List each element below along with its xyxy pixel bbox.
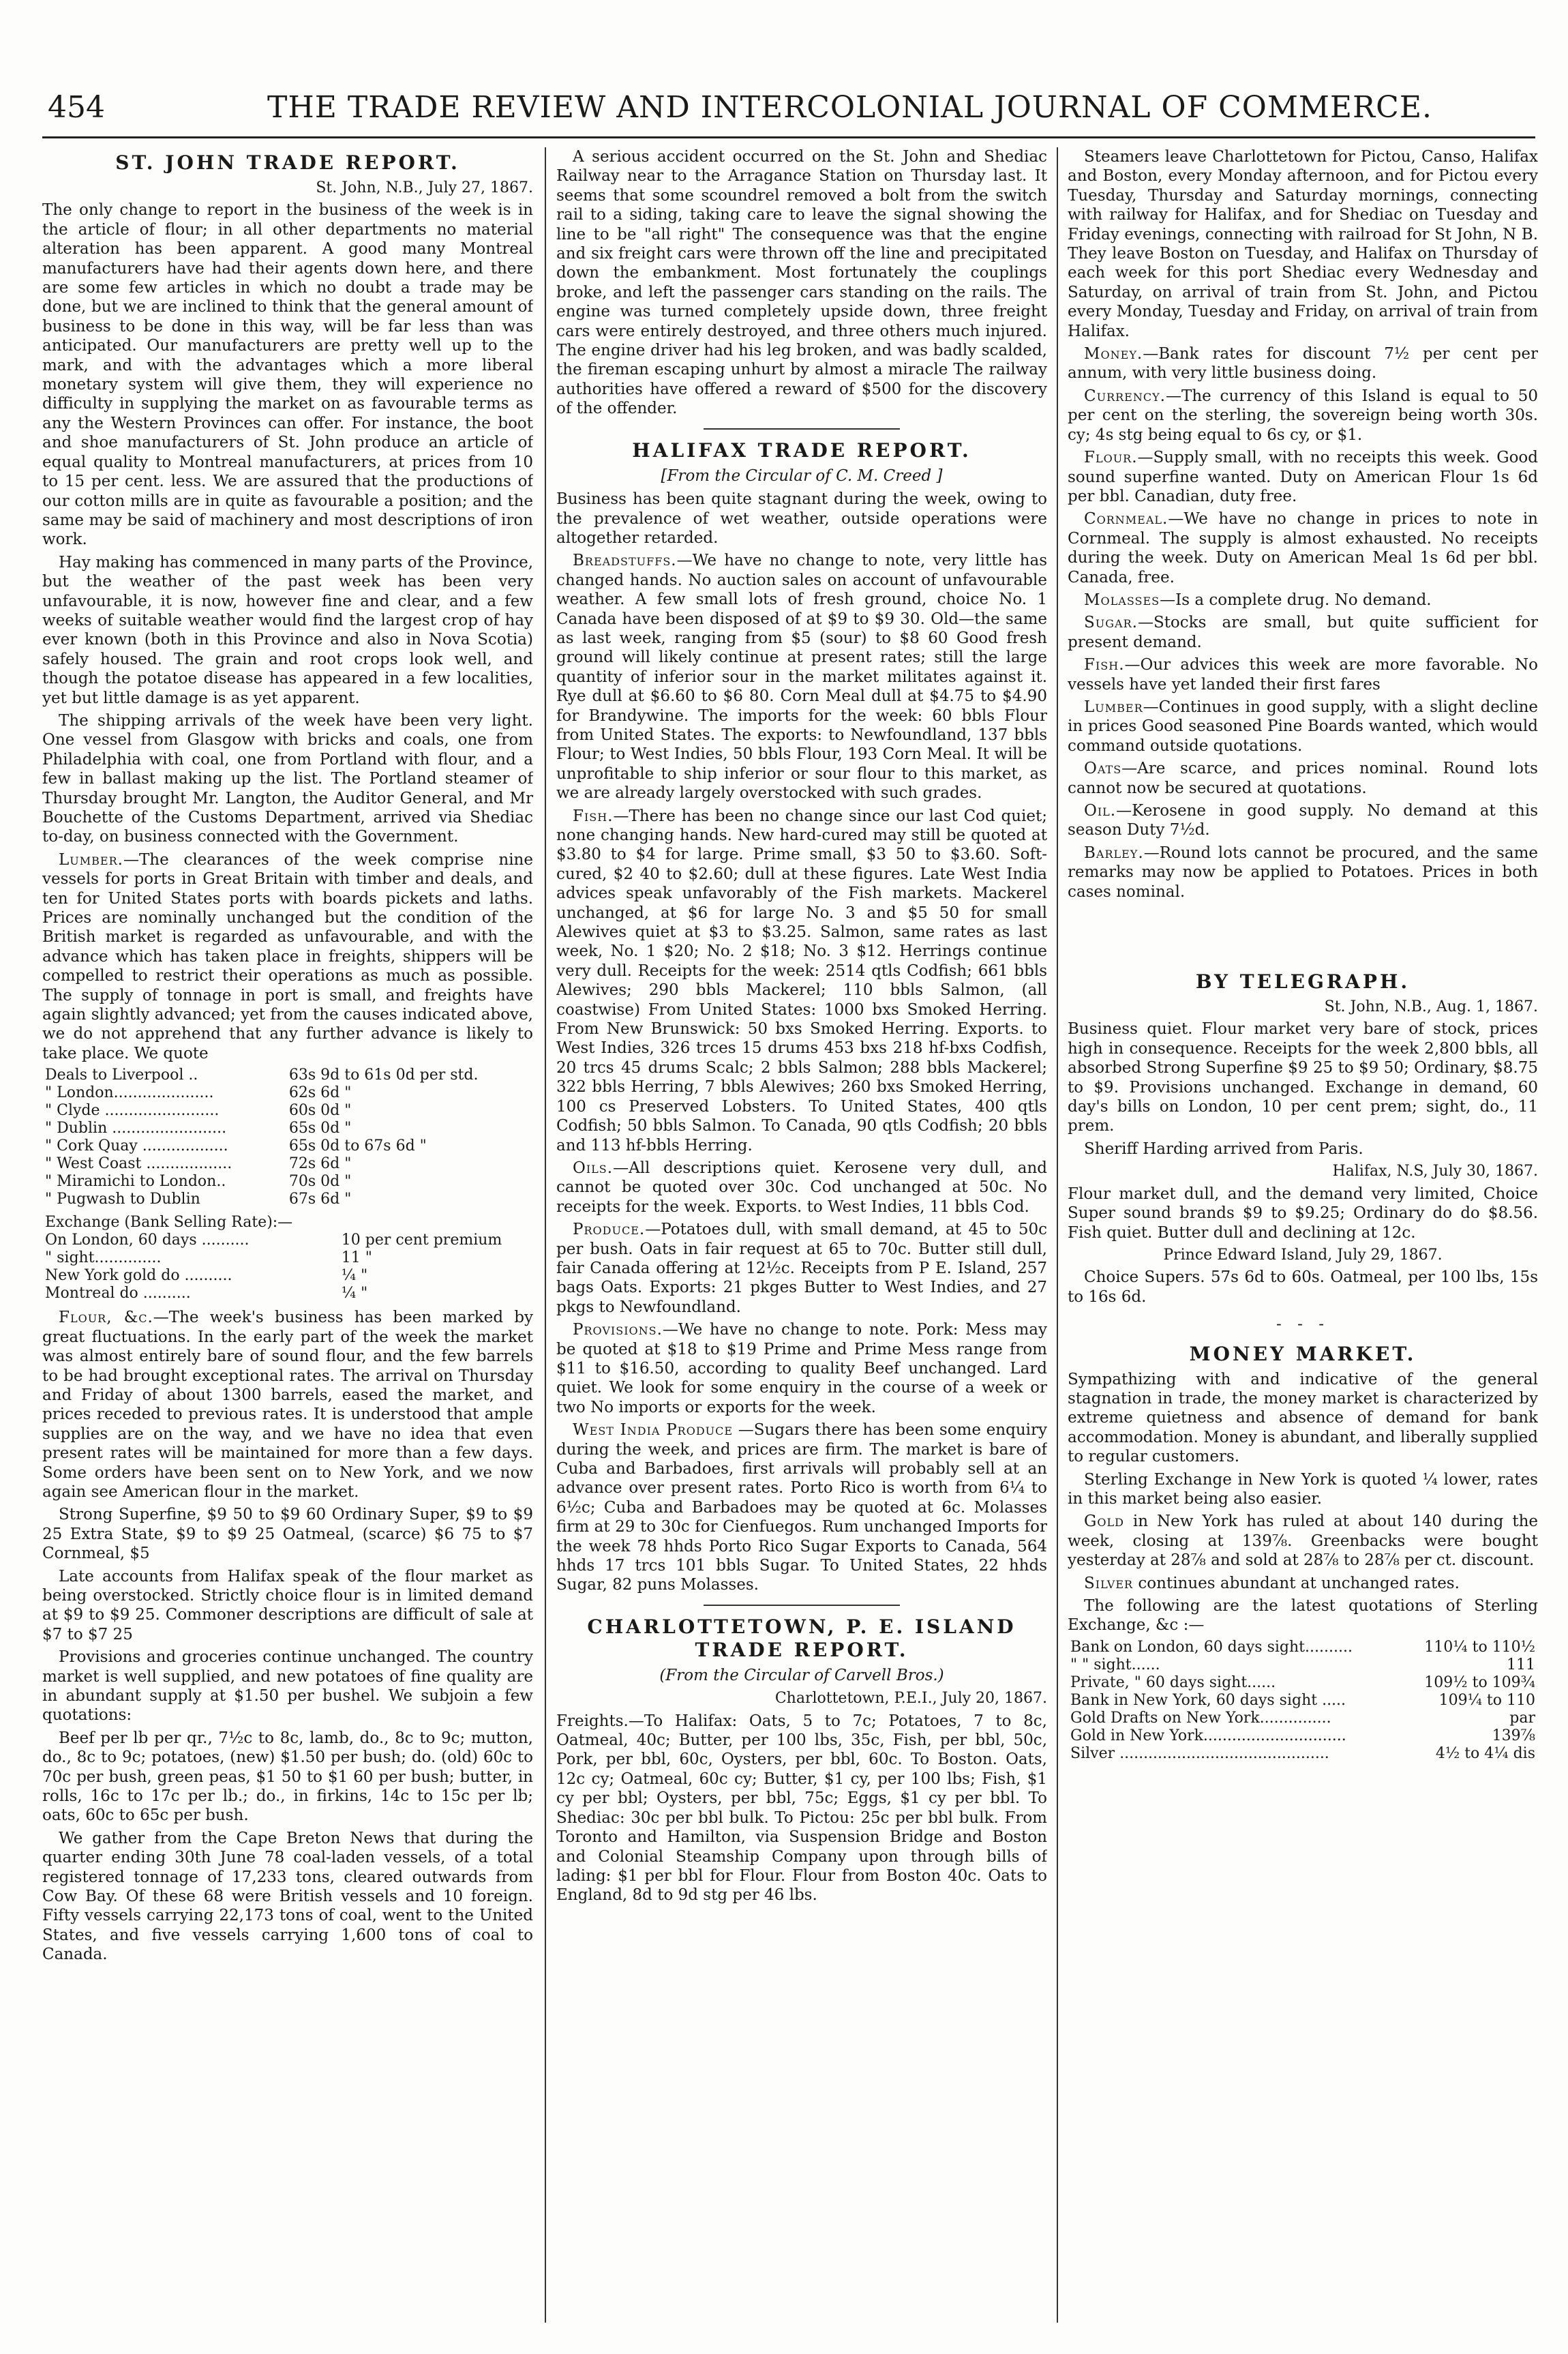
paragraph: The only change to report in the business of the week is in the article of flour; in all other departments no material alteration has been apparent. A good many Montreal manufacturers have had their agents down here, and there are some few articles in which no doubt a trade may be done, but we are inclined to think that the general amount of business to be done in this way, will be far less than was anticipated. Our manufacturers are pretty well up to the mark, and with the advantages which a more liberal monetary system will give them, they will experience no difficulty in supplying the market on as favourable terms as any the Western Provinces can offer. For instance, the boot and shoe manufacturers of St. John produce an article of equal quality to Montreal manufacturers, at prices from 10 to 15 per cent. less. We are assured that the productions of our cotton mills are in quite as favourable a position; and the same may be said of machinery and most descriptions of iron work. (42, 201, 533, 549)
paragraph (556, 1320, 1047, 1417)
table-cell: " sight.............. (45, 1249, 162, 1267)
table-cell: Gold Drafts on New York............... (1070, 1709, 1331, 1727)
exchange-table (42, 1214, 533, 1302)
table-cell: 4½ to 4¼ dis (1435, 1744, 1535, 1762)
paragraph: Steamers leave Charlottetown for Pictou, Canso, Halifax and Boston, every Monday afternoon, and for Pictou every Tuesday, Thursday and Saturday mornings, connecting with railway for Halifax, and for Shediac on Tuesday and Friday evenings, connecting with railroad for St John, N B. They leave Boston on Tuesday, and Halifax on Thursday of each week for this port Shediac every Wednesday and Saturday, on arrival of train from St. John, and Pictou every Monday, Tuesday and Friday, on arrival of train from Halifax. (1068, 148, 1538, 340)
item-label: Sugar. (1084, 614, 1138, 632)
table-cell: par (1509, 1709, 1535, 1727)
item-text: —We have no change to note. Pork: Mess may be quoted at $18 to $19 Prime and Prime Mess range from $11 to $16.50, according to quality Beef unchanged. Lard quiet. We look for some enquiry in the course of a week or two No imports or exports for the week. (556, 1321, 1047, 1416)
dateline: St. John, N.B., Aug. 1, 1867. (1324, 998, 1538, 1016)
table-cell: On London, 60 days .......... (45, 1232, 250, 1249)
paragraph: Freights.—To Halifax: Oats, 5 to 7c; Potatoes, 7 to 8c, Oatmeal, 40c; Butter, per 100 lbs, 35c, Fish, per bbl, 50c, Pork, per bbl, 60c, Oysters, per bbl, 60c. To Boston. Oats, 12c cy; Oatmeal, 60c cy; Butter, $1 cy, per 100 lbs; Fish, $1 cy per bbl; Oysters, per bbl, 75c; Eggs, $1 cy per bbl. To Shediac: 30c per bbl bulk. To Pictou: 25c per bbl bulk. From Toronto and Hamilton, via Suspension Bridge and Boston and Colonial Steamship Company upon through bills of lading: $1 per bbl for Flour. Flour from Boston 40c. Oats to England, 8d to 9d stg per 46 lbs. (556, 1712, 1047, 1905)
paragraph (556, 1159, 1047, 1217)
table-row (42, 1155, 533, 1173)
page-header (42, 87, 1535, 130)
paragraph (1068, 1574, 1538, 1593)
item-label: Breadstuffs. (573, 552, 677, 570)
table-cell: Gold in New York.............................. (1070, 1727, 1346, 1744)
dateline: Charlottetown, P.E.I., July 20, 1867. (774, 1690, 1047, 1708)
item-text: —There has been no change since our last Cod quiet; none changing hands. New hard-cured may still be quoted at $3.80 to $4 for large. Prime small, $3 50 to $3.60. Soft-cured, $2 40 to $2.60; dull at these figures. Late West India advices speak unfavorably of the Fish markets. Mackerel unchanged, at $6 for large No. 3 and $5 50 for small Alewives quiet at $3 to $3.25. Salmon, same rates as last week, No. 1 $20; No. 2 $18; No. 3 $12. Herrings continue very dull. Receipts for the week: 2514 qtls Codfish; 661 bbls Alewives; 290 bbls Mackerel; 110 bbls Salmon, (all coastwise) From United States: 1000 bxs Smoked Herring. From New Brunswick: 50 bxs Smoked Herring. Exports. to West Indies, 326 trces 15 drums 453 bxs 218 hf-bxs Codfish, 20 trcs 45 drums Scalc; 2 bbls Salmon; 288 bbls Mackerel; 322 bbls Herring, 7 bbls Alewives; 260 bxs Smoked Herring, 100 cs Preserved Lobsters. To United States, 400 qtls Codfish; 50 bbls Salmon. To Canada, 90 qtls Codfish; 20 bbls and 113 hf-bbls Herring. (556, 807, 1047, 1154)
table-cell (339, 1214, 533, 1232)
paragraph: Hay making has commenced in many parts of the Province, but the weather of the past week has been very unfavourable, it is now, however fine and clear, and a few weeks of suitable weather would find the largest crop of hay ever known (both in this Province and also in Nova Scotia) safely housed. The grain and root crops look well, and though the potatoe disease has appeared in a few localities, yet but little damage is as yet apparent. (42, 553, 533, 707)
spacer (1068, 905, 1538, 966)
paragraph (556, 807, 1047, 1155)
paragraph: Sympathizing with and indicative of the general stagnation in trade, the money market is characterized by extreme quietness and absence of demand for bank accommodation. Money is abundant, and liberally supplied to regular customers. (1068, 1370, 1538, 1466)
item-label: Lumber. (59, 850, 123, 869)
header-rule (42, 136, 1535, 138)
paragraph (556, 1420, 1047, 1595)
column-2 (556, 147, 1047, 2323)
item-label: Lumber (1084, 698, 1143, 716)
section-title-charlottetown: CHARLOTTETOWN, P. E. ISLAND TRADE REPORT. (587, 1615, 1016, 1661)
item-label: Flour, &c. (59, 1309, 153, 1327)
paragraph (1068, 613, 1538, 652)
item-text: —Bank rates for discount 7½ per cent per annum, with very little business doing. (1068, 345, 1538, 383)
item-text: —Kerosene in good supply. No demand at this season Duty 7½d. (1068, 802, 1538, 839)
table-cell: " London..................... (45, 1084, 214, 1102)
paragraph (1068, 759, 1538, 798)
table-cell: " Clyde ........................ (45, 1102, 220, 1120)
item-text: —The currency of this Island is equal to 50 per cent on the sterling, the sovereign being worth 30s. cy; 4s stg being equal to 6s cy, or $1. (1068, 387, 1538, 444)
table-cell: 65s 0d " (288, 1120, 352, 1137)
table-cell: 11 " (341, 1249, 372, 1267)
table-cell: " Cork Quay .................. (45, 1137, 228, 1155)
item-label: Oils. (573, 1159, 614, 1177)
table-row (1068, 1727, 1538, 1745)
dateline: Halifax, N.S, July 30, 1867. (1332, 1163, 1538, 1180)
item-text: —Sugars there has been some enquiry during the week, and prices are firm. The market is bare of Cuba and Barbadoes, first arrivals will probably sell at an advance over present rates. Porto Rico is worth from 6¼ to 6½c; Cuba and Barbadoes may be quoted at 6c. Molasses firm at 29 to 30c for Cienfuegos. Rum unchanged Imports for the week 78 hhds Porto Rico Sugar Exports to Canada, 564 hhds 17 trcs 101 bbls Sugar. To United States, 22 hhds Sugar, 82 puns Molasses. (556, 1421, 1047, 1594)
item-label: Flour. (1084, 449, 1138, 467)
page-number: 454 (48, 90, 105, 125)
paragraph (1068, 655, 1538, 694)
table-row (42, 1067, 533, 1084)
paragraph (1068, 448, 1538, 506)
paragraph: Business has been quite stagnant during the week, owing to the prevalence of wet weather, outside operations were altogether retarded. (556, 490, 1047, 547)
item-text: —Our advices this week are more favorable. No vessels have yet landed their first fares (1068, 656, 1538, 694)
paragraph (1068, 801, 1538, 840)
paragraph: Business quiet. Flour market very bare of stock, prices high in consequence. Receipts for the week 2,800 bbls, all absorbed Strong Superfine $9 25 to $9 50; Ordinary, $8.75 to $9. Provisions unchanged. Exchange in demand, 60 day's bills on London, 10 per cent prem; sight, do., 11 prem. (1068, 1020, 1538, 1135)
paragraph: Provisions and groceries continue unchanged. The country market is well supplied, and new potatoes of fine quality are in abundant supply at $1.50 per bushel. We subjoin a few quotations: (42, 1648, 533, 1725)
table-row (42, 1120, 533, 1137)
table-cell: Private, " 60 days sight...... (1070, 1673, 1276, 1691)
table-row (1068, 1710, 1538, 1727)
column-rule (1057, 147, 1058, 2323)
item-label: Fish. (573, 807, 614, 825)
table-row (42, 1249, 533, 1267)
sterling-quotes-table (1068, 1639, 1538, 1763)
item-text: —Are scarce, and prices nominal. Round lots cannot now be secured at quotations. (1068, 760, 1538, 797)
paragraph: Flour market dull, and the demand very limited, Choice Super sound brands $9 to $9.25; Ordinary do do $8.56. Fish quiet. Butter dull and declining at 12c. (1068, 1185, 1538, 1242)
table-cell: ¼ " (341, 1267, 368, 1285)
item-text: —The clearances of the week comprise nine vessels for ports in Great Britain with timber and deals, and ten for United States ports with boards pickets and laths. Prices are nominally unchanged but the condition of the British market is regarded as unfavourable, and with the advance which has taken place in freights, shippers will be compelled to restrict their operations as much as possible. The supply of tonnage in port is small, and freights have again slightly advanced; yet from the causes indicated above, we do not apprehend that any further advance is likely to take place. We quote (42, 850, 533, 1062)
table-row (1068, 1639, 1538, 1656)
paragraph: A serious accident occurred on the St. John and Shediac Railway near to the Arragance Station on Thursday last. It seems that some scoundrel removed a bolt from the switch rail to a siding, taking care to leave the signal showing the line to be "all right" The consequence was that the engine and six freight cars were thrown off the line and precipitated down the embankment. Most fortunately the couplings broke, and left the passenger cars standing on the rails. The engine was turned completely upside down, three freight cars were entirely destroyed, and three others much injured. The engine driver had his leg broken, and was badly scalded, the fireman escaping unhurt by almost a miracle The railway authorities have offered a reward of $500 for the discovery of the offender. (556, 148, 1047, 418)
paragraph: Sheriff Harding arrived from Paris. (1084, 1139, 1363, 1158)
paragraph (1068, 698, 1538, 756)
item-label: West India Produce (573, 1421, 734, 1440)
table-cell: 109½ to 109¾ (1424, 1673, 1535, 1691)
table-row (1068, 1674, 1538, 1692)
table-cell: Bank on London, 60 days sight.......... (1070, 1638, 1353, 1656)
table-cell: 109¼ to 110 (1438, 1691, 1535, 1709)
paragraph (42, 1308, 533, 1502)
item-text: —Stocks are small, but quite sufficient for present demand. (1068, 614, 1538, 651)
table-row (42, 1173, 533, 1191)
item-label: Provisions. (573, 1321, 663, 1339)
item-label: Currency. (1084, 387, 1166, 405)
table-cell: 10 per cent premium (341, 1232, 502, 1249)
item-text: in New York has ruled at about 140 during the week, closing at 139⅞. Greenbacks were bought yesterday at 28⅞ and sold at 28⅞ to 28⅞ per ct. discount. (1068, 1513, 1538, 1570)
section-title-telegraph: BY TELEGRAPH. (1195, 970, 1411, 994)
table-cell: Exchange (Bank Selling Rate):— (45, 1214, 293, 1232)
table-cell: " Dublin ........................ (45, 1120, 227, 1137)
paragraph (1068, 387, 1538, 445)
table-cell: 62s 6d " (288, 1084, 352, 1102)
table-row (42, 1084, 533, 1102)
table-row (42, 1214, 533, 1232)
paragraph (556, 1220, 1047, 1317)
section-title-halifax: HALIFAX TRADE REPORT. (632, 438, 971, 462)
paragraph: Beef per lb per qr., 7½c to 8c, lamb, do., 8c to 9c; mutton, do., 8c to 9c; potatoes, (new) $1.50 per bush; do. (old) 60c to 70c per bush, green peas, $1 50 to $1 60 per bush; butter, in rolls, 16c to 17c per lb.; do., in firkins, 14c to 15c per lb; oats, 60c to 65c per bush. (42, 1729, 533, 1825)
table-cell: 67s 6d " (288, 1191, 352, 1208)
table-cell: " West Coast .................. (45, 1155, 232, 1173)
item-label: Cornmeal. (1084, 510, 1169, 528)
item-text: —We have no change in prices to note in Cornmeal. The supply is almost exhausted. No receipts during the week. Duty on American Meal 1s 6d per bbl. Canada, free. (1068, 510, 1538, 586)
item-label: Fish. (1084, 656, 1125, 674)
item-label: Silver (1084, 1574, 1134, 1592)
table-cell: " Pugwash to Dublin (45, 1191, 200, 1208)
item-text: continues abundant at unchanged rates. (1133, 1574, 1460, 1592)
table-cell: Bank in New York, 60 days sight ..... (1070, 1691, 1346, 1709)
table-cell: 139⅞ (1492, 1727, 1535, 1744)
table-row (42, 1232, 533, 1249)
paragraph: The following are the latest quotations of Sterling Exchange, &c :— (1068, 1597, 1538, 1635)
table-row (42, 1191, 533, 1208)
item-label: Oil. (1084, 802, 1117, 820)
dateline: Prince Edward Island, July 29, 1867. (1163, 1246, 1443, 1264)
section-title-st-john: ST. JOHN TRADE REPORT. (115, 151, 460, 174)
item-label: Produce. (573, 1221, 646, 1239)
table-cell: " Miramichi to London.. (45, 1173, 226, 1191)
table-row (1068, 1656, 1538, 1674)
paragraph: Sterling Exchange in New York is quoted ¼ lower, rates in this market being also easier. (1068, 1470, 1538, 1508)
paragraph: The shipping arrivals of the week have been very light. One vessel from Glasgow with bricks and coals, one from Philadelphia with coal, one from Portland with flour, and a few in ballast making up the list. The Portland steamer of Thursday brought Mr. Langton, the Auditor General, and Mr Bouchette of the Customs Department, arrived via Shediac to-day, on business connected with the Government. (42, 711, 533, 846)
table-cell: Montreal do .......... (45, 1285, 191, 1302)
section-divider (704, 1605, 900, 1606)
paragraph: Choice Supers. 57s 6d to 60s. Oatmeal, per 100 lbs, 15s to 16s 6d. (1068, 1268, 1538, 1306)
item-text: —Round lots cannot be procured, and the same remarks may now be applied to Potatoes. Prices in both cases nominal. (1068, 844, 1538, 901)
section-divider: - - - (1276, 1315, 1329, 1334)
column-1 (42, 147, 533, 2323)
paragraph (1068, 1512, 1538, 1570)
paragraph: Strong Superfine, $9 50 to $9 60 Ordinary Super, $9 to $9 25 Extra State, $9 to $9 25 Oatmeal, (scarce) $6 75 to $7 Cornmeal, $5 (42, 1506, 533, 1563)
table-cell: 111 (1507, 1656, 1535, 1673)
table-row (1068, 1692, 1538, 1710)
table-row (1068, 1745, 1538, 1763)
item-text: —We have no change to note, very little has changed hands. No auction sales on account of unfavourable weather. A few small lots of fresh ground, choice No. 1 Canada have been disposed of at $9 to $9 30. Old—the same as last week, ranging from $5 (sour) to $8 60 Good fresh ground will likely continue at present rates; still the large quantity of inferior sour in the market militates against it. Rye dull at $6.60 to $6 80. Corn Meal dull at $4.75 to $4.90 for Brandywine. The imports for the week: 60 bbls Flour from United States. The exports: to Newfoundland, 137 bbls Flour; to West Indies, 50 bbls Flour, 193 Corn Meal. It will be unprofitable to ship inferior or sour flour to this market, as we are already largely overstocked with such grades. (556, 552, 1047, 803)
table-row (42, 1137, 533, 1155)
freights-table (42, 1067, 533, 1208)
running-head: THE TRADE REVIEW AND INTERCOLONIAL JOURNAL OF COMMERCE. (267, 90, 1432, 125)
dateline: St. John, N.B., July 27, 1867. (316, 179, 533, 196)
paragraph (1068, 344, 1538, 383)
table-cell: ¼ " (341, 1285, 368, 1302)
item-text: —All descriptions quiet. Kerosene very dull, and cannot be quoted over 30c. Cod unchanged at 50c. No receipts for the week. Exports. to West Indies, 11 bbls Cod. (556, 1159, 1047, 1216)
item-text: —Supply small, with no receipts this week. Good sound superfine wanted. Duty on American Flour 1s 6d per bbl. Canadian, duty free. (1068, 449, 1538, 505)
paragraph (1068, 844, 1538, 902)
paragraph: We gather from the Cape Breton News that during the quarter ending 30th June 78 coal-laden vessels, of a total registered tonnage of 17,233 tons, cleared outwards from Cow Bay. Of these 68 were British vessels and 10 foreign. Fifty vessels carrying 22,173 tons of coal, went to the United States, and five vessels carrying 1,600 tons of coal to Canada. (42, 1829, 533, 1964)
item-text: —Potatoes dull, with small demand, at 45 to 50c per bush. Oats in fair request at 65 to 70c. Butter still dull, fair Canada offering at 12½c. Receipts from P E. Island, 257 bags Oats. Exports: 21 pkges Butter to West Indies, and 27 pkgs to Newfoundland. (556, 1221, 1047, 1316)
item-label: Money. (1084, 345, 1143, 363)
item-text: —The week's business has been marked by great fluctuations. In the early part of the week the market was almost entirely bare of sound flour, and the few barrels to be had brought exceptional rates. The arrival on Thursday and Friday of about 1300 barrels, eased the market, and prices receded to previous rates. It is understood that ample supplies are on the way, and we have no idea that even present rates will be maintained for more than a few days. Some orders have been sent on to New York, and we now again see American flour in the market. (42, 1309, 533, 1501)
table-cell: 60s 0d " (288, 1102, 352, 1120)
paragraph: Late accounts from Halifax speak of the flour market as being overstocked. Strictly choice flour is in limited demand at $9 to $9 25. Commoner descriptions are difficult of sale at $7 to $7 25 (42, 1567, 533, 1643)
item-label: Oats (1084, 760, 1122, 778)
table-row (42, 1102, 533, 1120)
table-cell: Deals to Liverpool .. (45, 1067, 198, 1084)
table-cell: 72s 6d " (288, 1155, 352, 1173)
table-row (42, 1267, 533, 1285)
source-line: [From the Circular of C. M. Creed ] (661, 466, 943, 485)
table-cell: New York gold do .......... (45, 1267, 232, 1285)
table-cell: " " sight...... (1070, 1656, 1160, 1673)
table-cell: 63s 9d to 61s 0d per std. (288, 1067, 479, 1084)
item-label: Barley. (1084, 844, 1144, 862)
item-label: Molasses (1084, 591, 1160, 609)
table-cell: 110¼ to 110½ (1424, 1638, 1535, 1656)
item-label: Gold (1084, 1513, 1124, 1531)
paragraph (1068, 509, 1538, 587)
item-text: —Is a complete drug. No demand. (1160, 591, 1432, 609)
section-divider (704, 428, 900, 430)
paragraph (1068, 591, 1538, 610)
column-3 (1068, 147, 1538, 2323)
table-cell: Silver ............................................ (1070, 1744, 1329, 1762)
section-title-money-market: MONEY MARKET. (1189, 1342, 1417, 1365)
paragraph (556, 551, 1047, 803)
table-cell: 70s 0d " (288, 1173, 352, 1191)
item-text: —Continues in good supply, with a slight decline in prices Good seasoned Pine Boards wanted, which would command outside quotations. (1068, 698, 1538, 755)
column-rule (545, 147, 546, 2323)
source-line: (From the Circular of Carvell Bros.) (659, 1666, 944, 1684)
table-cell: 65s 0d to 67s 6d " (288, 1137, 427, 1155)
paragraph (42, 850, 533, 1063)
table-row (42, 1285, 533, 1302)
